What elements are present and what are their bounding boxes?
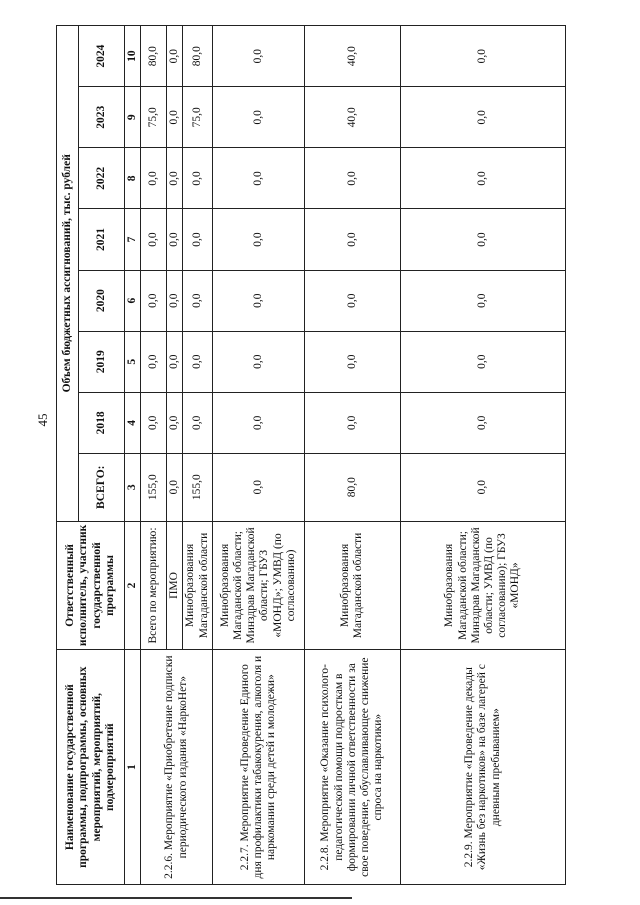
value-cell: 155,0 bbox=[183, 453, 212, 521]
value-cell: 0,0 bbox=[212, 87, 304, 148]
value-cell: 0,0 bbox=[167, 392, 183, 453]
value-cell: 80,0 bbox=[304, 453, 400, 521]
activity-name: 2.2.9. Мероприятие «Проведение декады «Жизнь без наркотиков» на базе лагерей с дневным пребыванием» bbox=[400, 650, 565, 885]
value-cell: 0,0 bbox=[212, 331, 304, 392]
value-cell: 0,0 bbox=[304, 331, 400, 392]
header-year: 2022 bbox=[79, 148, 125, 209]
value-cell: 0,0 bbox=[141, 209, 167, 270]
column-number: 10 bbox=[125, 26, 141, 87]
value-cell: 0,0 bbox=[167, 87, 183, 148]
value-cell: 0,0 bbox=[212, 209, 304, 270]
value-cell: 0,0 bbox=[141, 331, 167, 392]
value-cell: 0,0 bbox=[183, 392, 212, 453]
value-cell: 0,0 bbox=[212, 26, 304, 87]
executor: Минобразования Магаданской области; Минздрав Магаданской области; ГБУЗ «МОНД»; УМВД (по согласованию) bbox=[212, 521, 304, 650]
rotated-page-content bbox=[56, 25, 566, 885]
column-number: 6 bbox=[125, 270, 141, 331]
activity-name: 2.2.6. Мероприятие «Приобретение подписки периодического издания «НаркоНет» bbox=[141, 650, 213, 885]
header-executor: Ответственный исполнитель, участник государственной программы bbox=[57, 521, 125, 650]
value-cell: 0,0 bbox=[304, 270, 400, 331]
value-cell: 0,0 bbox=[304, 392, 400, 453]
activity-name: 2.2.7. Мероприятие «Проведение Единого дня профилактики табакокурения, алкоголя и наркомании среди детей и молодежи» bbox=[212, 650, 304, 885]
value-cell: 0,0 bbox=[141, 270, 167, 331]
column-number: 9 bbox=[125, 87, 141, 148]
header-year: 2019 bbox=[79, 331, 125, 392]
value-cell: 0,0 bbox=[183, 148, 212, 209]
value-cell: 75,0 bbox=[141, 87, 167, 148]
value-cell: 80,0 bbox=[183, 26, 212, 87]
executor: ПМО bbox=[167, 521, 183, 650]
value-cell: 0,0 bbox=[212, 270, 304, 331]
column-number: 5 bbox=[125, 331, 141, 392]
value-cell: 0,0 bbox=[183, 270, 212, 331]
header-year: 2021 bbox=[79, 209, 125, 270]
header-name: Наименование государственной программы, подпрограммы, основных мероприятий, мероприятий, подмероприятий bbox=[57, 650, 125, 885]
value-cell: 0,0 bbox=[167, 209, 183, 270]
value-cell: 0,0 bbox=[167, 270, 183, 331]
column-number: 1 bbox=[125, 650, 141, 885]
page-number: 45 bbox=[35, 413, 50, 427]
value-cell: 0,0 bbox=[167, 148, 183, 209]
executor: Минобразования Магаданской области; Минздрав Магаданской области; УМВД (по согласованию); ГБУЗ «МОНД» bbox=[400, 521, 565, 650]
header-budget: Объем бюджетных ассигнований, тыс. рублей bbox=[57, 26, 79, 522]
column-number: 7 bbox=[125, 209, 141, 270]
value-cell: 0,0 bbox=[400, 392, 565, 453]
header-year: 2020 bbox=[79, 270, 125, 331]
bottom-divider bbox=[0, 897, 352, 899]
value-cell: 155,0 bbox=[141, 453, 167, 521]
value-cell: 0,0 bbox=[212, 453, 304, 521]
value-cell: 0,0 bbox=[400, 209, 565, 270]
header-total: ВСЕГО: bbox=[79, 453, 125, 521]
column-number: 3 bbox=[125, 453, 141, 521]
value-cell: 0,0 bbox=[304, 148, 400, 209]
value-cell: 40,0 bbox=[304, 87, 400, 148]
value-cell: 0,0 bbox=[167, 26, 183, 87]
value-cell: 0,0 bbox=[167, 331, 183, 392]
value-cell: 0,0 bbox=[400, 26, 565, 87]
value-cell: 0,0 bbox=[304, 209, 400, 270]
value-cell: 80,0 bbox=[141, 26, 167, 87]
value-cell: 0,0 bbox=[212, 392, 304, 453]
value-cell: 0,0 bbox=[167, 453, 183, 521]
column-number: 4 bbox=[125, 392, 141, 453]
value-cell: 0,0 bbox=[183, 331, 212, 392]
column-number: 8 bbox=[125, 148, 141, 209]
column-number: 2 bbox=[125, 521, 141, 650]
value-cell: 40,0 bbox=[304, 26, 400, 87]
activity-name: 2.2.8. Мероприятие «Оказание психолого-педагогической помощи подросткам в формировании личной ответственности за свое поведение, обуславливающее снижение спроса на наркотики» bbox=[304, 650, 400, 885]
executor: Минобразования Магаданской области bbox=[304, 521, 400, 650]
value-cell: 0,0 bbox=[400, 331, 565, 392]
value-cell: 0,0 bbox=[400, 453, 565, 521]
value-cell: 0,0 bbox=[400, 87, 565, 148]
value-cell: 0,0 bbox=[212, 148, 304, 209]
value-cell: 0,0 bbox=[141, 148, 167, 209]
budget-table bbox=[56, 25, 566, 885]
header-year: 2023 bbox=[79, 87, 125, 148]
header-year: 2018 bbox=[79, 392, 125, 453]
header-year: 2024 bbox=[79, 26, 125, 87]
value-cell: 75,0 bbox=[183, 87, 212, 148]
value-cell: 0,0 bbox=[400, 148, 565, 209]
value-cell: 0,0 bbox=[400, 270, 565, 331]
value-cell: 0,0 bbox=[141, 392, 167, 453]
executor: Всего по мероприятию: bbox=[141, 521, 167, 650]
executor: Минобразования Магаданской области bbox=[183, 521, 212, 650]
value-cell: 0,0 bbox=[183, 209, 212, 270]
